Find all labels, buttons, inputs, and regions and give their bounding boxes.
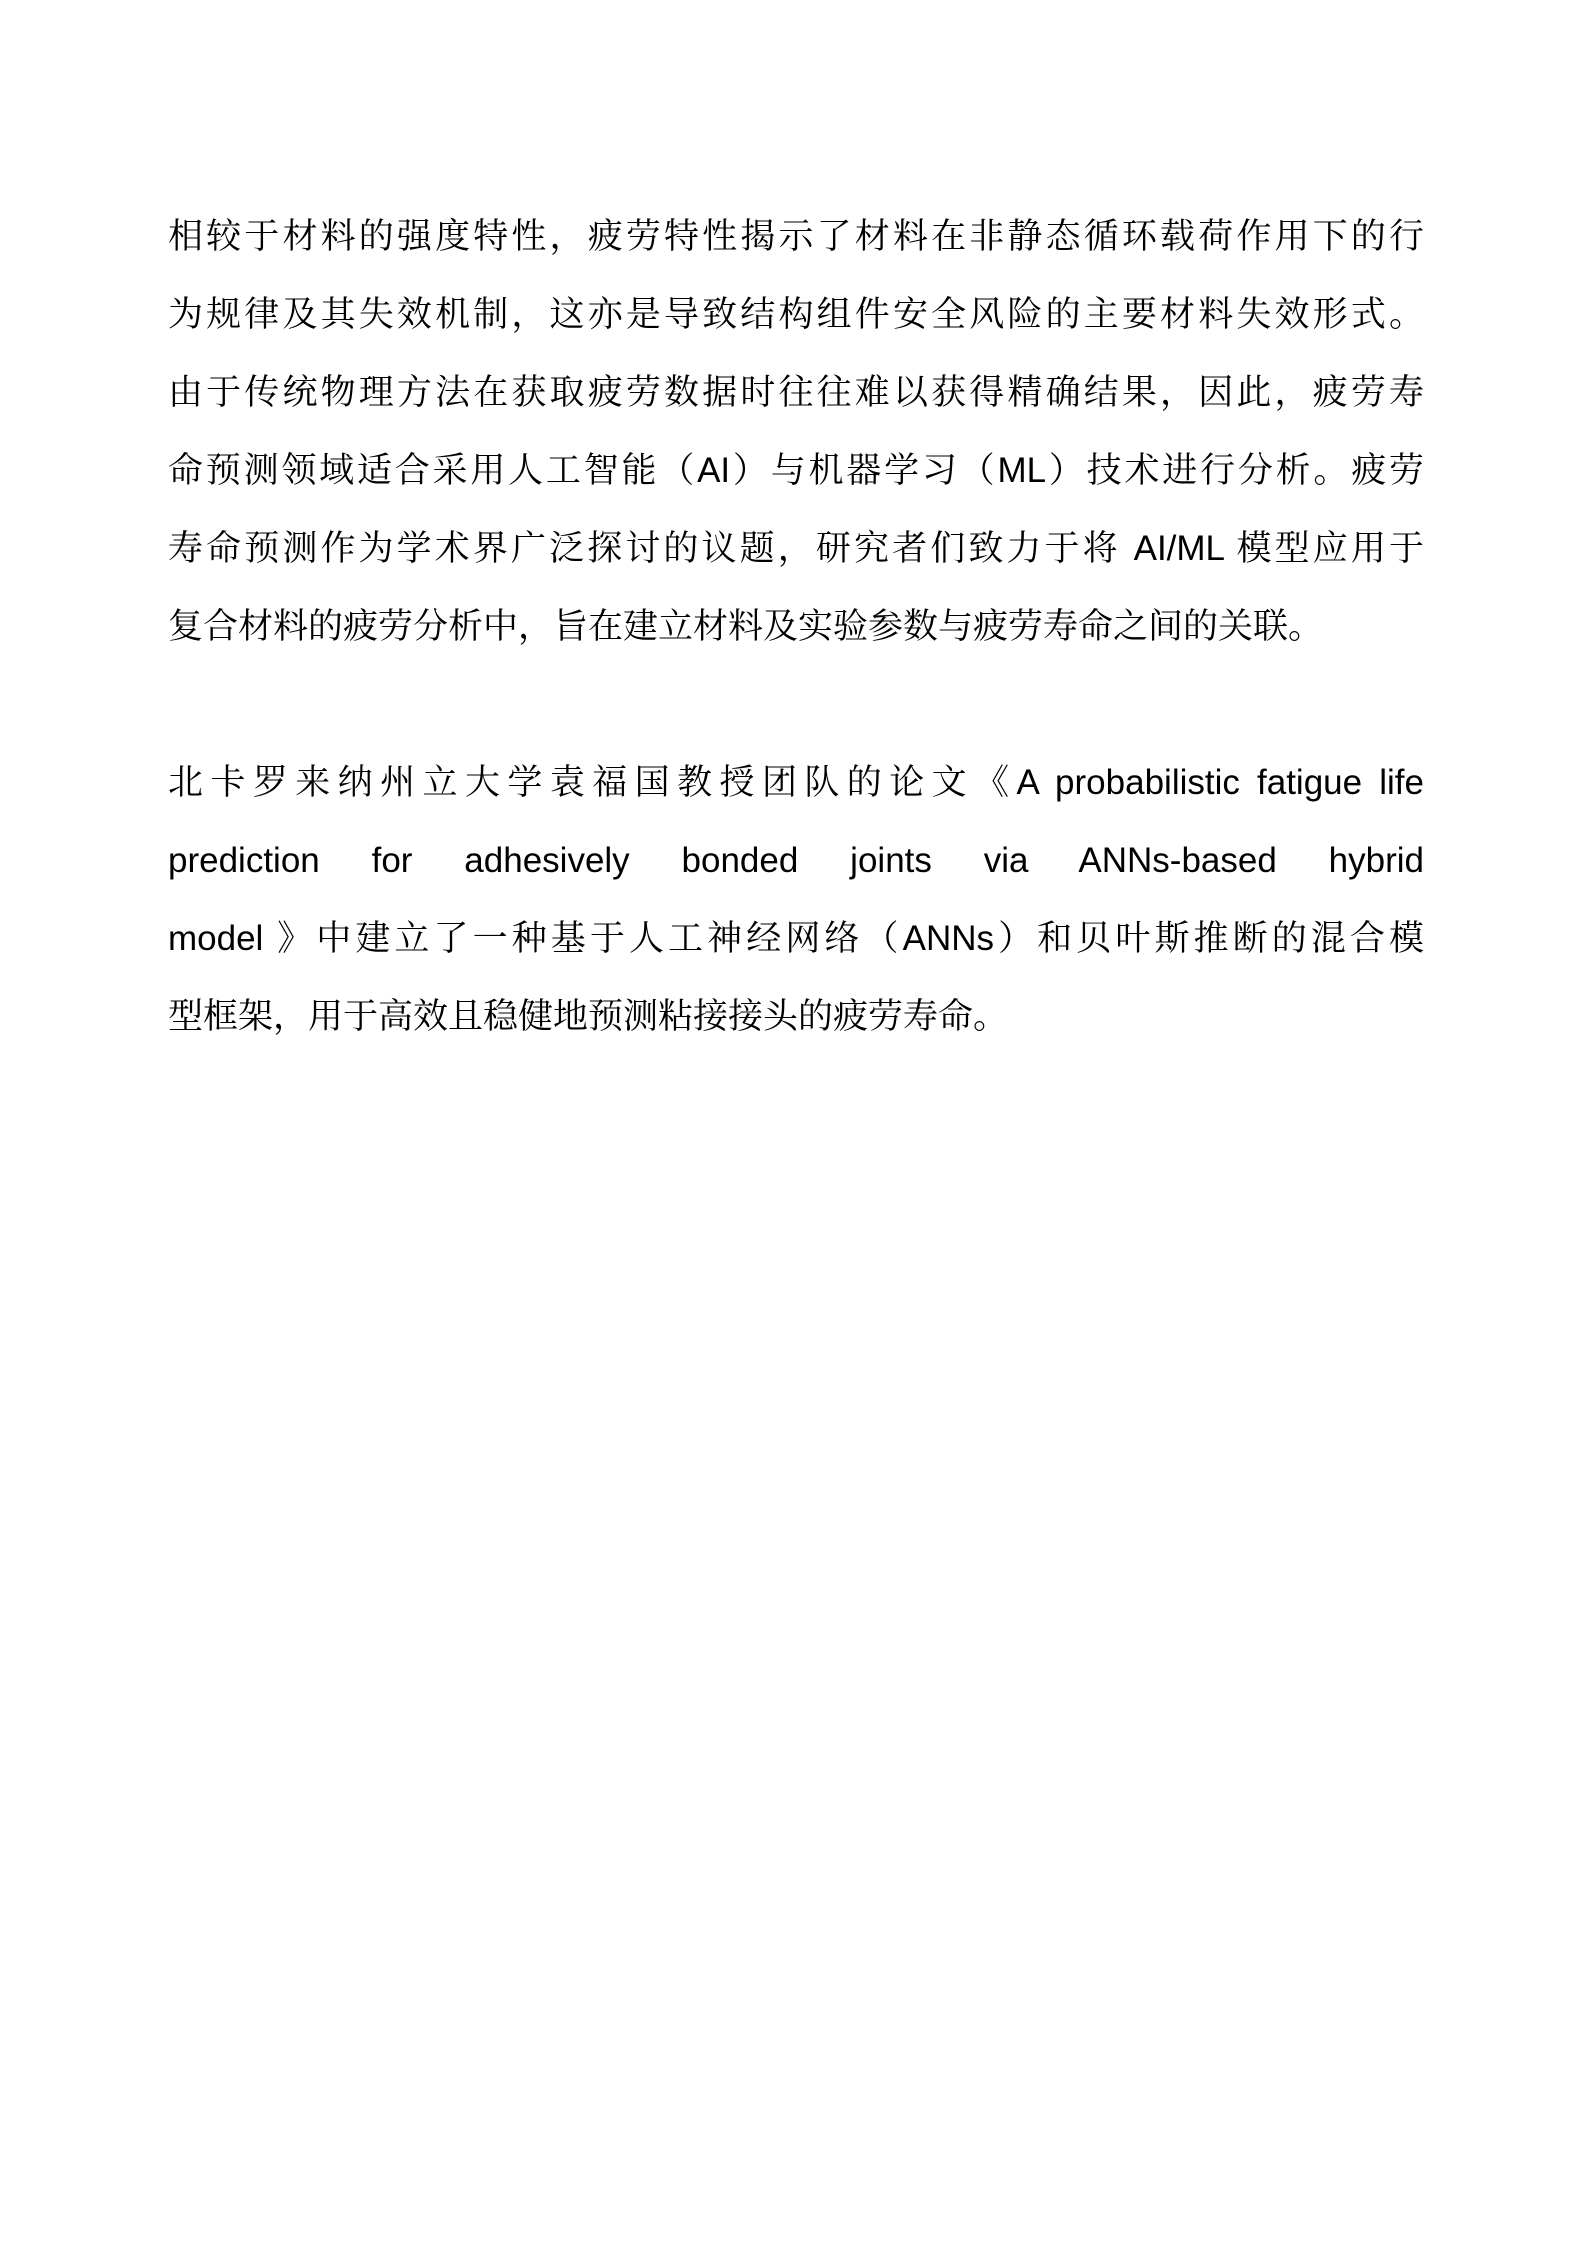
text-line: 复合材料的疲劳分析中，旨在建立材料及实验参数与疲劳寿命之间的关联。: [168, 607, 1324, 646]
document-content: [168, 198, 1424, 1056]
text-line: 寿命预测作为学术界广泛探讨的议题，研究者们致力于将 AI/ML 模型应用于: [168, 529, 1424, 568]
paragraph: [168, 198, 1424, 666]
text-line: 型框架，用于高效且稳健地预测粘接接头的疲劳寿命。: [168, 997, 1009, 1036]
text-line: 相较于材料的强度特性，疲劳特性揭示了材料在非静态循环载荷作用下的行: [168, 217, 1424, 256]
text-line: 由于传统物理方法在获取疲劳数据时往往难以获得精确结果，因此，疲劳寿: [168, 373, 1424, 412]
text-line: model 》中建立了一种基于人工神经网络（ANNs）和贝叶斯推断的混合模: [168, 919, 1424, 958]
text-line: 为规律及其失效机制，这亦是导致结构组件安全风险的主要材料失效形式。: [168, 295, 1424, 334]
text-line: 命预测领域适合采用人工智能（AI）与机器学习（ML）技术进行分析。疲劳: [168, 451, 1424, 490]
text-line: prediction for adhesively bonded joints via ANNs-based hybrid: [168, 841, 1424, 880]
paragraph: [168, 744, 1424, 1056]
text-line: 北卡罗来纳州立大学袁福国教授团队的论文《A probabilistic fatigue life: [168, 763, 1424, 802]
